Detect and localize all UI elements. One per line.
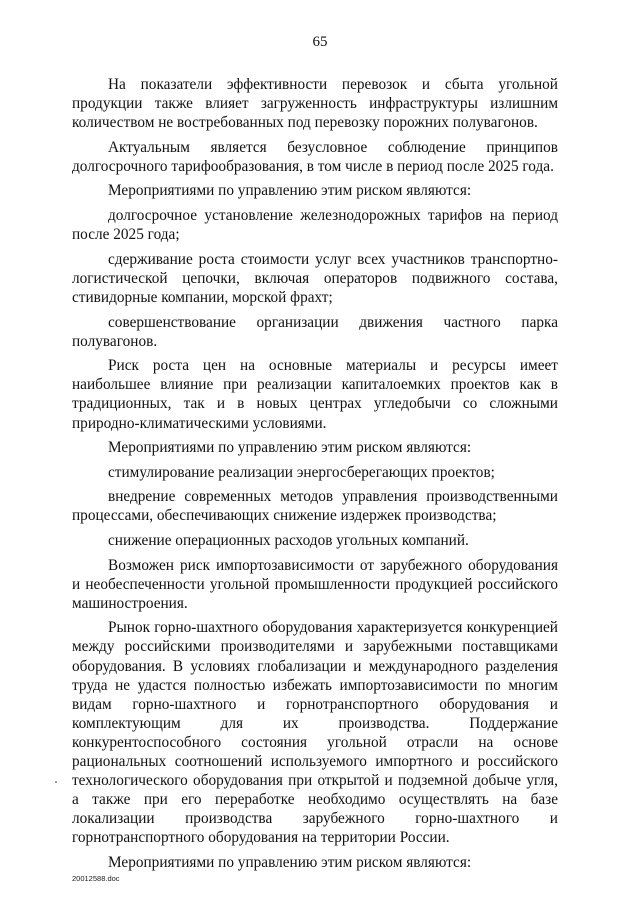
paragraph: Рынок горно-шахтного оборудования характеризуется конкуренцией между российскими производителями и зарубежными поставщиками оборудования. В условиях глобализации и международного разделения труда не удастся полностью избежать импортозависимости по многим видам горно-шахтного и горнотранспортного оборудования и комплектующим для их производства. Поддержание конкурентоспособного состояния угольной отрасли на основе рациональных соотношений используемого импортного и российского технологического оборудования при открытой и подземной добыче угля, а также при его переработке необходимо осуществлять на базе локализации производства зарубежного горно-шахтного и горнотранспортного оборудования на территории России. xyxy=(72,619,558,847)
scan-speck xyxy=(55,781,57,783)
list-item: долгосрочное установление железнодорожных тарифов на период после 2025 года; xyxy=(72,207,558,244)
document-body xyxy=(72,75,558,878)
list-item: стимулирование реализации энергосберегающих проектов; xyxy=(108,463,495,481)
list-item: совершенствование организации движения частного парка полувагонов. xyxy=(72,313,558,350)
file-name-footer: 20012588.doc xyxy=(72,874,120,883)
list-item: сдерживание роста стоимости услуг всех участников транспортно-логистической цепочки, включая операторов подвижного состава, стивидорные компании, морской фрахт; xyxy=(72,250,558,306)
page-number: 65 xyxy=(312,34,328,50)
paragraph: Актуальным является безусловное соблюдение принципов долгосрочного тарифообразования, в том числе в период после 2025 года. xyxy=(72,138,558,175)
list-item: снижение операционных расходов угольных компаний. xyxy=(108,531,469,549)
paragraph: Мероприятиями по управлению этим риском являются: xyxy=(108,182,472,200)
paragraph: Возможен риск импортозависимости от зарубежного оборудования и необеспеченности угольной промышленности продукцией российского машиностроения. xyxy=(72,556,558,612)
list-item: внедрение современных методов управления производственными процессами, обеспечивающих снижение издержек производства; xyxy=(72,488,558,525)
paragraph: Мероприятиями по управлению этим риском являются: xyxy=(108,853,472,871)
paragraph: На показатели эффективности перевозок и сбыта угольной продукции также влияет загруженность инфраструктуры излишним количеством не востребованных под перевозку порожних полувагонов. xyxy=(72,76,558,132)
paragraph: Риск роста цен на основные материалы и ресурсы имеет наибольшее влияние при реализации капиталоемких проектов как в традиционных, так и в новых центрах угледобычи со сложными природно-климатическими условиями. xyxy=(72,357,558,432)
paragraph: Мероприятиями по управлению этим риском являются: xyxy=(108,439,472,457)
